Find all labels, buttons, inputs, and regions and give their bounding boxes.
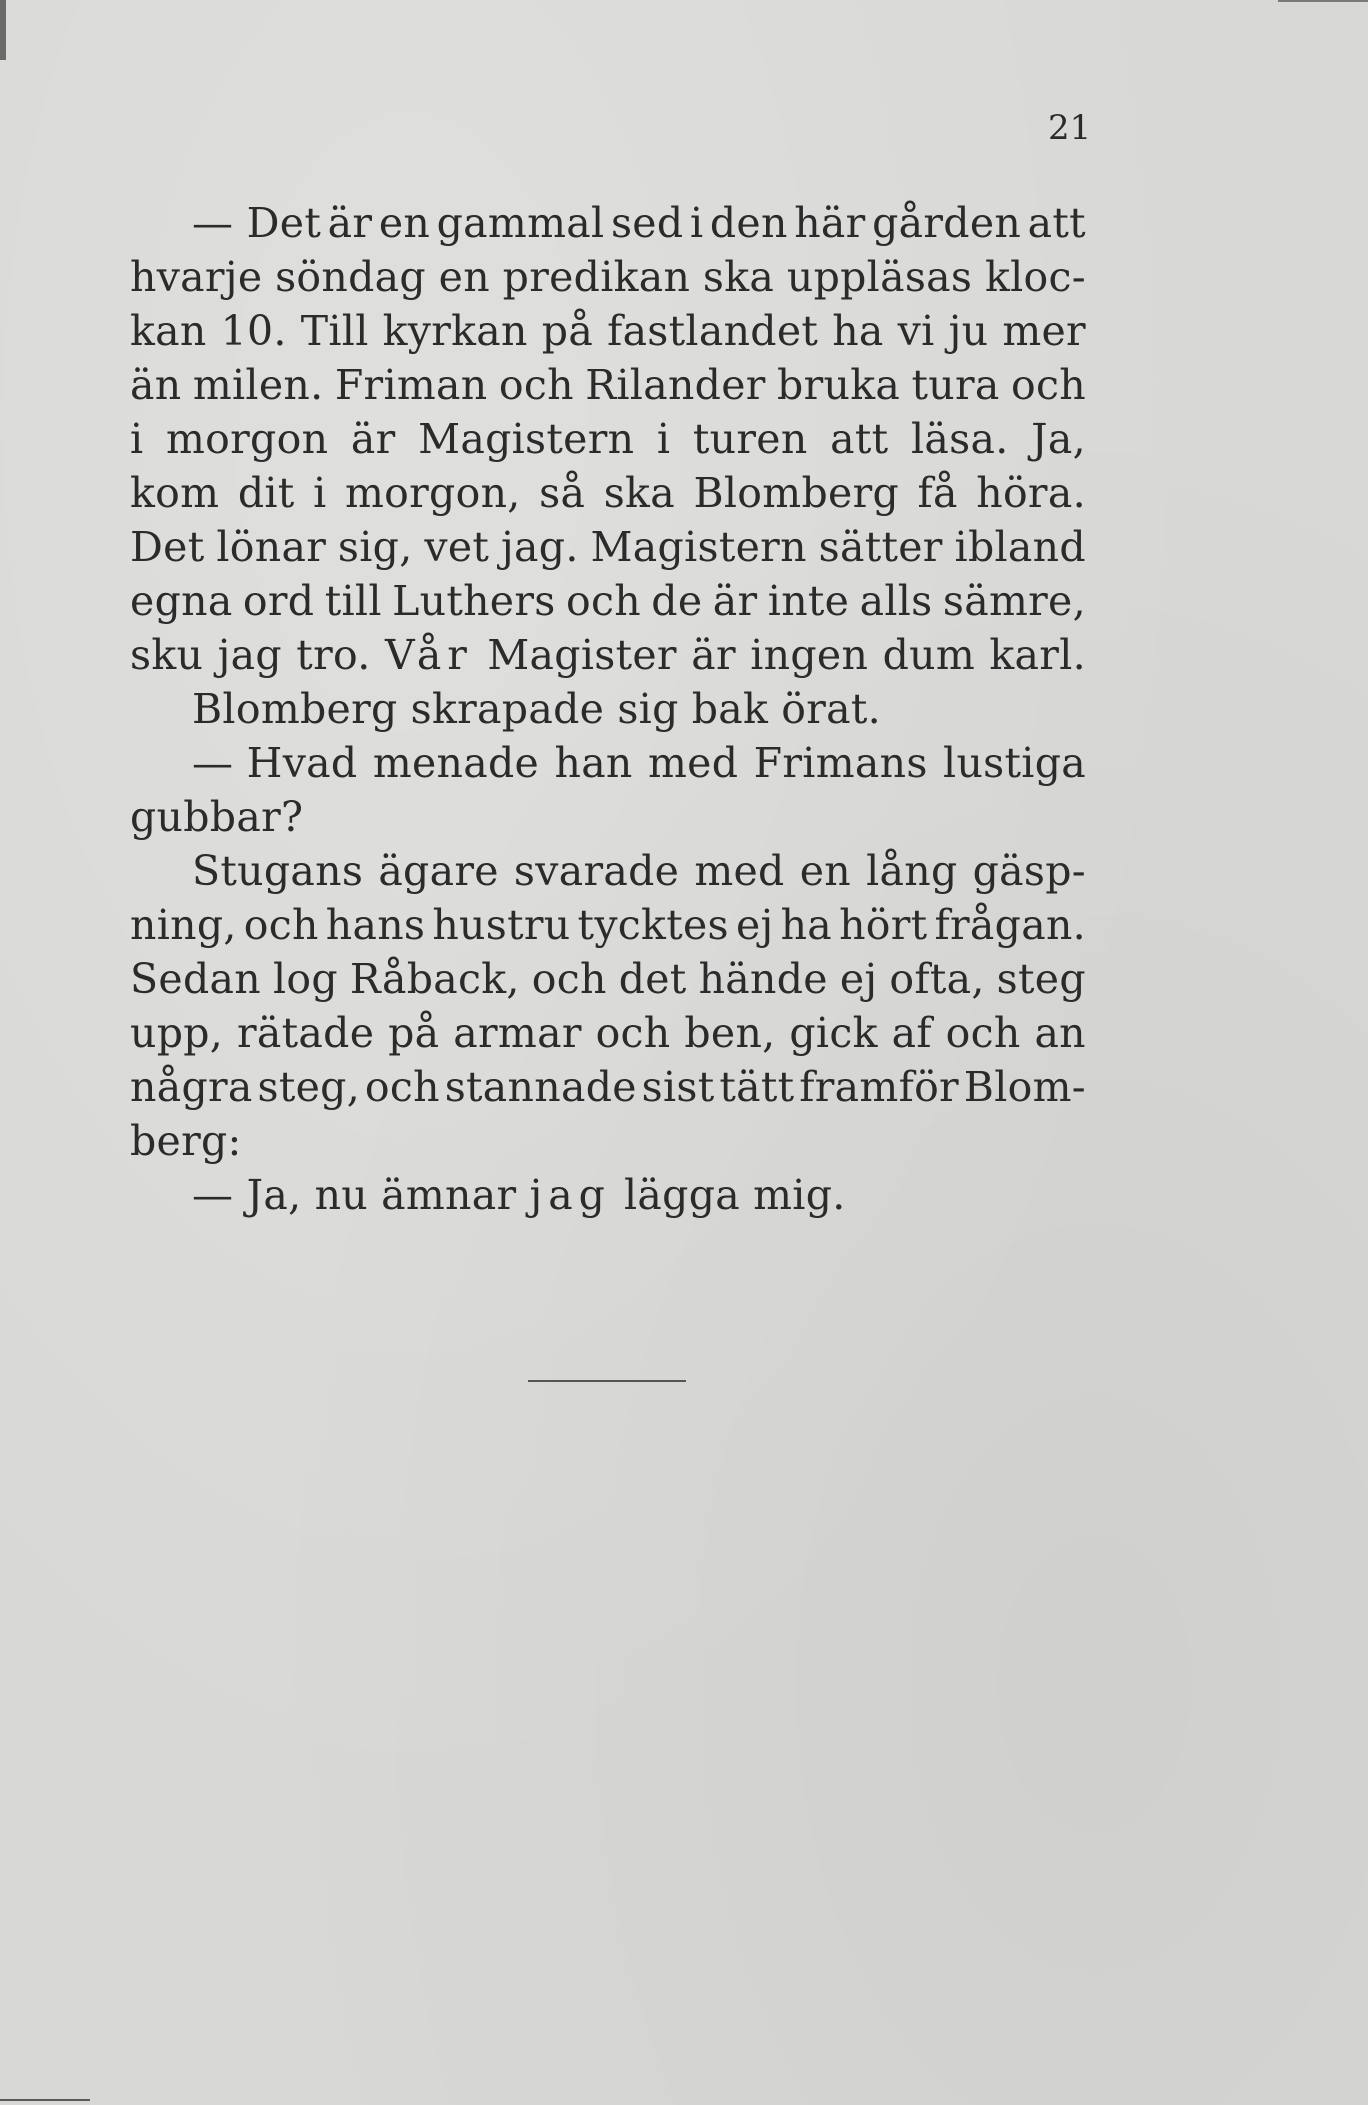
word: och — [1010, 361, 1086, 409]
word: berg: — [130, 1117, 242, 1165]
scan-edge-bottom-left — [0, 2099, 90, 2101]
word: menade — [372, 739, 540, 787]
word: tro. — [296, 631, 371, 679]
word: svarade — [513, 847, 680, 895]
word: och — [531, 955, 607, 1003]
text-line — [130, 628, 1086, 682]
word: en — [799, 847, 851, 895]
word: sku — [130, 631, 204, 679]
word: ofta, — [889, 955, 985, 1003]
text-line — [130, 1168, 1086, 1222]
word: Till — [300, 307, 369, 355]
word: är — [327, 199, 373, 247]
text-line — [130, 574, 1086, 628]
word: sämre, — [942, 577, 1086, 625]
word: gården — [872, 199, 1022, 247]
word: och — [498, 361, 574, 409]
text-line — [130, 1114, 1086, 1168]
word: dum — [882, 631, 976, 679]
word: — Ja, — [192, 1171, 302, 1219]
word: skrapade — [410, 685, 605, 733]
text-line — [130, 682, 1086, 736]
word: Frimans — [753, 739, 928, 787]
word: steg, — [257, 1063, 361, 1111]
word: ben, — [684, 1009, 776, 1057]
word: gubbar? — [130, 793, 304, 841]
word: några — [130, 1063, 253, 1111]
word: alls — [859, 577, 933, 625]
word: i — [313, 469, 327, 517]
word: med — [648, 739, 739, 787]
word: söndag — [275, 253, 426, 301]
word: tätt — [719, 1063, 795, 1111]
word: — Det — [192, 199, 322, 247]
word: hans — [325, 901, 426, 949]
text-line — [130, 520, 1086, 574]
scan-edge-top-right — [1278, 0, 1368, 2]
word: ning, — [130, 901, 237, 949]
word: armar — [453, 1009, 582, 1057]
word: morgon — [165, 415, 329, 463]
word: — Hvad — [192, 739, 358, 787]
word: Rilander — [585, 361, 766, 409]
word: lönar — [216, 523, 327, 571]
page-number: 21 — [1048, 108, 1092, 148]
word: predikan — [502, 253, 691, 301]
text-line — [130, 952, 1086, 1006]
word: mer — [1002, 307, 1086, 355]
word: och — [945, 1009, 1021, 1057]
word: af — [891, 1009, 932, 1057]
word: Magistern — [418, 415, 635, 463]
word: är — [691, 631, 736, 679]
word: tura — [911, 361, 1000, 409]
word: kom — [130, 469, 220, 517]
word: Magistern — [590, 523, 807, 571]
word: bruka — [777, 361, 901, 409]
word: är — [712, 577, 758, 625]
word: Magister — [487, 631, 677, 679]
text-line — [130, 358, 1086, 412]
text-line — [130, 304, 1086, 358]
word: Det — [130, 523, 205, 571]
word: här — [794, 199, 866, 247]
word: ska — [603, 469, 675, 517]
word: morgon, — [344, 469, 521, 517]
word: ämnar — [381, 1171, 517, 1219]
word: Stugans — [192, 847, 364, 895]
word: turen — [692, 415, 808, 463]
word: jag — [217, 631, 282, 679]
word: lång — [866, 847, 958, 895]
word: sätter — [818, 523, 943, 571]
word: hört — [839, 901, 928, 949]
text-line — [130, 898, 1086, 952]
word: med — [694, 847, 785, 895]
text-line — [130, 1006, 1086, 1060]
word: Blomberg — [192, 685, 398, 733]
word: uppläsas — [786, 253, 973, 301]
word: ord — [242, 577, 315, 625]
word: ägare — [378, 847, 499, 895]
word: log — [272, 955, 338, 1003]
word: och — [364, 1063, 440, 1111]
word: ibland — [954, 523, 1086, 571]
word: han — [554, 739, 633, 787]
word: på — [541, 307, 594, 355]
word: bak — [691, 685, 769, 733]
text-line — [130, 412, 1086, 466]
word: Blomberg — [693, 469, 900, 517]
body-text — [130, 196, 1086, 1222]
word: sig — [617, 685, 679, 733]
word: egna — [130, 577, 233, 625]
word: så — [539, 469, 586, 517]
word: det — [618, 955, 687, 1003]
word: inte — [767, 577, 850, 625]
word: fastlandet — [607, 307, 819, 355]
word: en — [438, 253, 490, 301]
word: hände — [698, 955, 828, 1003]
word: ha — [832, 307, 884, 355]
word: till — [324, 577, 382, 625]
word: dit — [237, 469, 295, 517]
word: Råback, — [349, 955, 520, 1003]
word: an — [1034, 1009, 1086, 1057]
word: mig. — [753, 1171, 846, 1219]
word: kloc- — [984, 253, 1086, 301]
word: hustru — [432, 901, 571, 949]
word: gammal — [436, 199, 605, 247]
text-line — [130, 844, 1086, 898]
word: ej — [735, 901, 774, 949]
text-line — [130, 466, 1086, 520]
word: sig, — [337, 523, 413, 571]
word: vet — [424, 523, 490, 571]
word: få — [917, 469, 958, 517]
word: vi — [897, 307, 935, 355]
word: gick — [789, 1009, 878, 1057]
word: och — [565, 577, 641, 625]
text-line — [130, 196, 1086, 250]
word: gäsp- — [972, 847, 1086, 895]
word: frågan. — [934, 901, 1086, 949]
word: jag — [529, 1171, 611, 1219]
word: läsa. — [910, 415, 1009, 463]
word: är — [350, 415, 396, 463]
word: att — [830, 415, 889, 463]
word: Friman — [334, 361, 488, 409]
word: Blom- — [963, 1063, 1086, 1111]
word: och — [243, 901, 319, 949]
word: lustiga — [943, 739, 1086, 787]
text-line — [130, 790, 1086, 844]
word: ingen — [750, 631, 869, 679]
word: karl. — [989, 631, 1086, 679]
word: steg — [996, 955, 1086, 1003]
word: höra. — [976, 469, 1086, 517]
word: Vår — [384, 631, 473, 679]
word: de — [651, 577, 703, 625]
word: att — [1027, 199, 1086, 247]
word: ha — [780, 901, 833, 949]
word: jag. — [501, 523, 579, 571]
word: på — [388, 1009, 440, 1057]
word: lägga — [624, 1171, 740, 1219]
word: ej — [839, 955, 878, 1003]
word: sed — [610, 199, 684, 247]
text-line — [130, 1060, 1086, 1114]
word: ska — [702, 253, 775, 301]
word: ju — [948, 307, 989, 355]
word: kyrkan — [382, 307, 528, 355]
word: upp, — [130, 1009, 224, 1057]
word: milen. — [192, 361, 324, 409]
text-line — [130, 250, 1086, 304]
word: stannade — [444, 1063, 637, 1111]
word: sist — [641, 1063, 715, 1111]
word: i — [130, 415, 144, 463]
word: i — [656, 415, 671, 463]
scan-edge-left — [0, 0, 6, 60]
word: en — [378, 199, 431, 247]
word: nu — [314, 1171, 368, 1219]
word: örat. — [781, 685, 882, 733]
word: Luthers — [392, 577, 556, 625]
text-line — [130, 736, 1086, 790]
word: framför — [799, 1063, 959, 1111]
word: hvarje — [130, 253, 263, 301]
word: än — [130, 361, 182, 409]
word: Ja, — [1031, 415, 1086, 463]
word: Sedan — [130, 955, 261, 1003]
word: kan — [130, 307, 207, 355]
word: i — [689, 199, 704, 247]
section-separator — [528, 1380, 686, 1382]
word: den — [709, 199, 788, 247]
word: och — [595, 1009, 671, 1057]
word: 10. — [220, 307, 287, 355]
word: tycktes — [577, 901, 729, 949]
word: rätade — [236, 1009, 375, 1057]
